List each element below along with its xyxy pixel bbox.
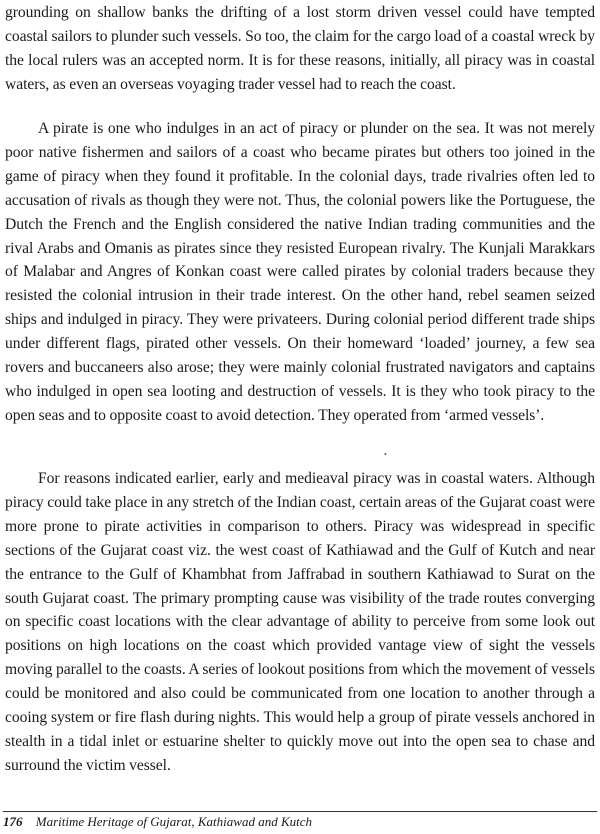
paragraph-3: For reasons indicated earlier, early and medieaval piracy was in coastal waters. Although piracy could take place in any stretch of the Indian coast, certain areas of the Gujarat coast were more prone to pirate activities in comparison to others. Piracy was widespread in specific sections of the Gujarat coast viz. the west coast of Kathiawad and the Gulf of Kutch and near the entrance to the Gulf of Khambhat from Jaffrabad in southern Kathiawad to Surat on the south Gujarat coast. The primary prompting cause was visibility of the trade routes converging on specific coast locations with the clear advantage of ability to perceive from some look out positions on high locations on the coast which provided vantage view of sight the vessels moving parallel to the coasts. A series of lookout positions from which the movement of vessels could be monitored and also could be communicated from one location to another through a cooing system or fire flash during nights. This would help a group of pirate vessels anchored in stealth in a tidal inlet or estuarine shelter to quickly move out into the open sea to chase and surround the victim vessel. xyxy=(5,470,595,774)
paragraph-2: A pirate is one who indulges in an act of piracy or plunder on the sea. It was not merely poor native fishermen and sailors of a coast who became pirates but others too joined in the game of piracy when they found it profitable. In the colonial days, trade rivalries often led to accusation of rivals as though they were not. Thus, the colonial powers like the Portuguese, the Dutch the French and the English considered the native Indian trading communities and the rival Arabs and Omanis as pirates since they resisted European rivalry. The Kunjali Marakkars of Malabar and Angres of Konkan coast were called pirates by colonial traders because they resisted the colonial intrusion in their trade interest. On the other hand, rebel seamen seized ships and indulged in piracy. They were privateers. During colonial period different trade ships under different flags, pirated other vessels. On their homeward ‘loaded’ journey, a few sea rovers and buccaneers also arose; they were mainly colonial frustrated navigators and captains who indulged in open sea looting and destruction of vessels. It is they who took piracy to the open seas and to opposite coast to avoid detection. They operated from ‘armed vessels’. xyxy=(5,120,595,424)
page-footer xyxy=(3,814,312,830)
footer-divider xyxy=(3,811,597,812)
paragraph-1: grounding on shallow banks the drifting of a lost storm driven vessel could have tempted coastal sailors to plunder such vessels. So too, the claim for the cargo load of a coastal wreck by the local rulers was an accepted norm. It is for these reasons, initially, all piracy was in coastal waters, as even an overseas voyaging trader vessel had to reach the coast. xyxy=(5,4,595,93)
running-title: Maritime Heritage of Gujarat, Kathiawad and Kutch xyxy=(35,814,312,829)
page-number: 176 xyxy=(3,814,23,829)
stray-mark: • xyxy=(384,450,387,459)
